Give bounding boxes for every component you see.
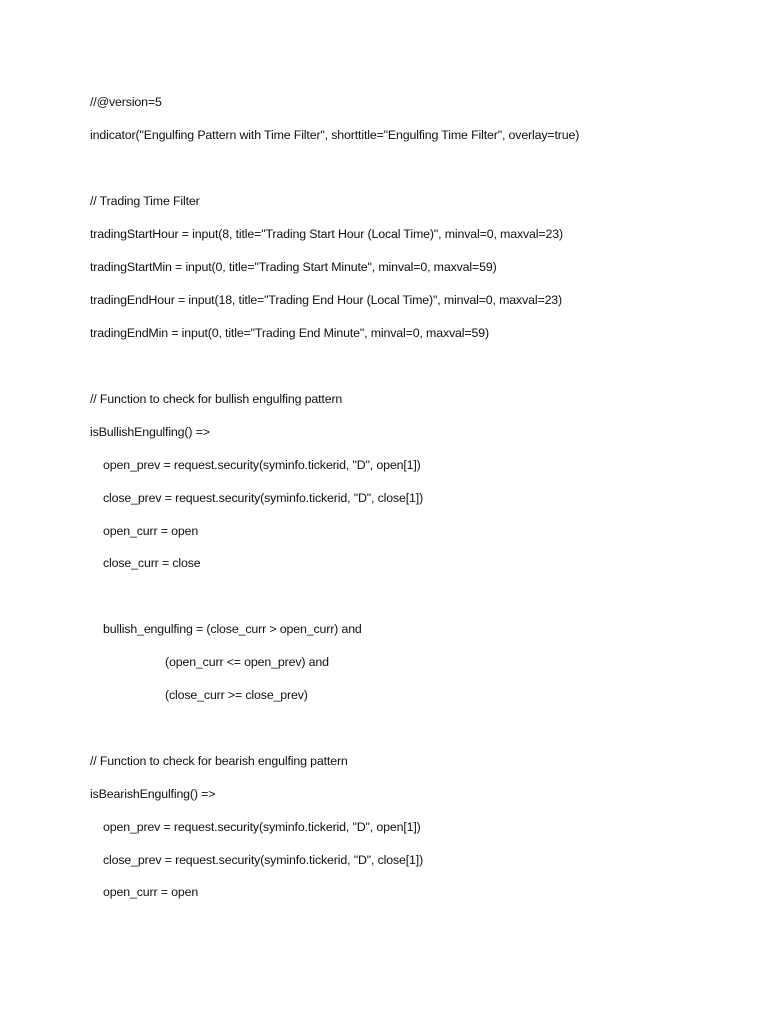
code-comment: // Function to check for bearish engulfing pattern: [90, 754, 348, 768]
code-comment: // Function to check for bullish engulfing pattern: [90, 392, 343, 406]
code-line: (close_curr >= close_prev): [165, 688, 308, 702]
code-line: open_prev = request.security(syminfo.tickerid, "D", open[1]): [103, 458, 421, 472]
code-comment: // Trading Time Filter: [90, 194, 200, 208]
code-line: (open_curr <= open_prev) and: [165, 655, 329, 669]
code-line: close_curr = close: [103, 556, 201, 570]
code-line: tradingEndMin = input(0, title="Trading End Minute", minval=0, maxval=59): [90, 326, 489, 340]
code-line: tradingStartMin = input(0, title="Trading Start Minute", minval=0, maxval=59): [90, 260, 497, 274]
code-line: tradingEndHour = input(18, title="Trading End Hour (Local Time)", minval=0, maxval=23): [90, 293, 563, 307]
code-line: //@version=5: [90, 95, 162, 109]
code-line: isBearishEngulfing() =>: [90, 787, 216, 801]
code-line: indicator("Engulfing Pattern with Time Filter", shorttitle="Engulfing Time Filter", overlay=true): [90, 128, 580, 142]
code-line: open_curr = open: [103, 885, 199, 899]
code-line: close_prev = request.security(syminfo.tickerid, "D", close[1]): [103, 853, 424, 867]
code-line: open_curr = open: [103, 524, 199, 538]
code-line: close_prev = request.security(syminfo.tickerid, "D", close[1]): [103, 491, 424, 505]
code-line: open_prev = request.security(syminfo.tickerid, "D", open[1]): [103, 820, 421, 834]
code-line: isBullishEngulfing() =>: [90, 425, 210, 439]
code-line: bullish_engulfing = (close_curr > open_curr) and: [103, 622, 362, 636]
code-line: tradingStartHour = input(8, title="Trading Start Hour (Local Time)", minval=0, maxval=23): [90, 227, 563, 241]
